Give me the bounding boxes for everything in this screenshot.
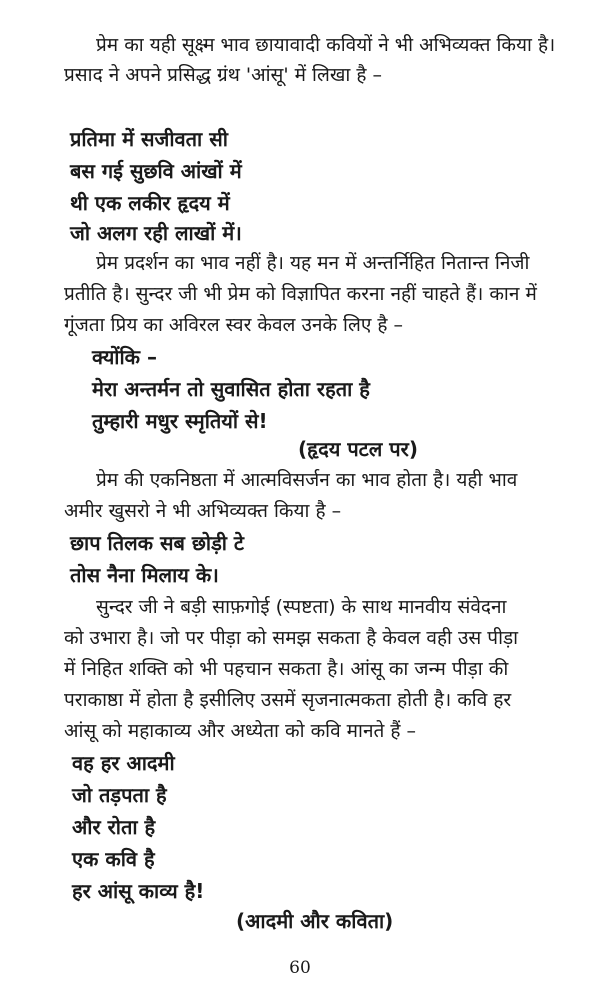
- paragraph-2-line-2: प्रतीति है। सुन्दर जी भी प्रेम को विज्ञापित करना नहीं चाहते हैं। कान में: [64, 283, 537, 305]
- paragraph-3-line-1: प्रेम की एकनिष्ठता में आत्मविसर्जन का भाव होता है। यही भाव: [96, 469, 518, 491]
- verse-4-line-5: हर आंसू काव्य है!: [72, 879, 205, 903]
- page-number: 60: [289, 958, 311, 978]
- verse-3-line-2: तोस नैना मिलाय के।: [70, 563, 219, 587]
- paragraph-4-line-2: को उभारा है। जो पर पीड़ा को समझ सकता है केवल वही उस पीड़ा: [64, 627, 519, 649]
- verse-4-line-4: एक कवि है: [72, 847, 155, 871]
- paragraph-4-line-4: पराकाष्ठा में होता है इसीलिए उसमें सृजनात्मकता होती है। कवि हर: [64, 689, 512, 711]
- citation-2: (आदमी और कविता): [236, 909, 394, 933]
- paragraph-1-line-1: प्रेम का यही सूक्ष्म भाव छायावादी कवियों ने भी अभिव्यक्त किया है।: [96, 34, 556, 56]
- paragraph-4-line-5: आंसू को महाकाव्य और अध्येता को कवि मानते हैं –: [64, 720, 417, 742]
- verse-1-line-4: जो अलग रही लाखों में।: [70, 221, 242, 245]
- verse-2-line-3: तुम्हारी मधुर स्मृतियों से!: [92, 409, 268, 433]
- verse-4-line-1: वह हर आदमी: [72, 751, 175, 775]
- paragraph-4-line-1: सुन्दर जी ने बड़ी साफ़गोई (स्पष्टता) के साथ मानवीय संवेदना: [96, 596, 507, 618]
- verse-4-line-3: और रोता है: [72, 815, 156, 839]
- paragraph-2-line-1: प्रेम प्रदर्शन का भाव नहीं है। यह मन में अन्तर्निहित नितान्त निजी: [96, 252, 530, 274]
- paragraph-1-line-2: प्रसाद ने अपने प्रसिद्ध ग्रंथ 'आंसू' में लिखा है –: [64, 64, 382, 86]
- verse-3-line-1: छाप तिलक सब छोड़ी टे: [70, 531, 245, 555]
- verse-4-line-2: जो तड़पता है: [72, 783, 167, 807]
- verse-1-line-3: थी एक लकीर हृदय में: [70, 191, 230, 215]
- paragraph-4-line-3: में निहित शक्ति को भी पहचान सकता है। आंसू का जन्म पीड़ा की: [64, 658, 509, 680]
- verse-1-line-1: प्रतिमा में सजीवता सी: [70, 127, 228, 151]
- paragraph-2-line-3: गूंजता प्रिय का अविरल स्वर केवल उनके लिए है –: [64, 314, 404, 336]
- citation-1: (हृदय पटल पर): [298, 437, 418, 461]
- verse-2-line-2: मेरा अन्तर्मन तो सुवासित होता रहता है: [92, 377, 370, 401]
- paragraph-3-line-2: अमीर खुसरो ने भी अभिव्यक्त किया है –: [64, 500, 342, 522]
- verse-2-line-1: क्योंकि –: [92, 345, 157, 369]
- verse-1-line-2: बस गई सुछवि आंखों में: [70, 159, 242, 183]
